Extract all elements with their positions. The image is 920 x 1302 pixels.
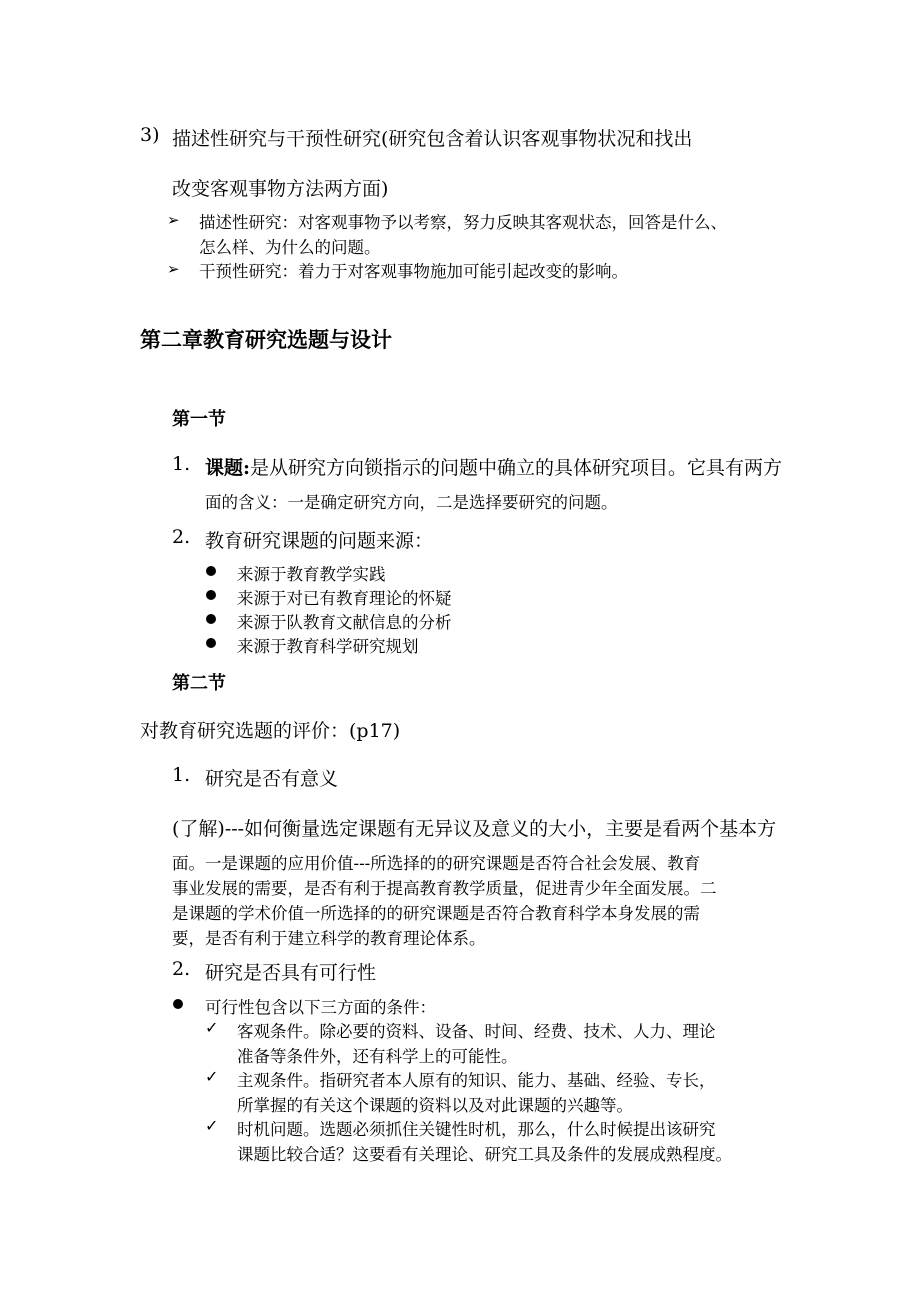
item3-line2: 改变客观事物方法两方面): [172, 178, 389, 200]
s1-item1-line1: [205, 453, 782, 480]
section2-intro: 对教育研究选题的评价：(p17): [140, 720, 401, 742]
source-item: 来源于教育教学实践: [237, 565, 386, 584]
condition-line: 课题比较合适？这要看有关理论、研究工具及条件的发展成熟程度。: [237, 1145, 732, 1164]
s1-item2-text: 教育研究课题的问题来源：: [205, 530, 434, 552]
source-item: 来源于对已有教育理论的怀疑: [237, 589, 452, 608]
s1-item1-number: 1.: [172, 453, 191, 475]
bullet-dot-icon: [206, 638, 216, 648]
significance-para-line: 面。一是课题的应用价值---所选择的的研究课题是否符合社会发展、教育: [172, 854, 701, 873]
chapter-title: 第二章教育研究选题与设计: [140, 327, 392, 352]
bullet-dot-icon: [173, 999, 183, 1009]
section1-title: 第一节: [172, 409, 226, 430]
check-icon: ✓: [205, 1067, 219, 1086]
s2-item2-text: 研究是否具有可行性: [205, 962, 377, 984]
term-definition: 是从研究方向锁指示的问题中确立的具体研究项目。它具有两方: [250, 457, 783, 479]
check-icon: ✓: [205, 1018, 219, 1037]
bullet-descriptive-line2: 怎么样、为什么的问题。: [199, 238, 381, 257]
significance-para-line: 要，是否有利于建立科学的教育理论体系。: [172, 929, 486, 948]
condition-line: 时机问题。选题必须抓住关键性时机，那么，什么时候提出该研究: [237, 1120, 716, 1139]
source-item: 来源于教育科学研究规划: [237, 637, 419, 656]
condition-line: 主观条件。指研究者本人原有的知识、能力、基础、经验、专长，: [237, 1071, 716, 1090]
feasibility-intro: 可行性包含以下三方面的条件：: [205, 998, 436, 1017]
s2-item1-number: 1.: [172, 764, 191, 786]
s2-item1-text: 研究是否有意义: [205, 768, 339, 790]
item3-line1: 描述性研究与干预性研究(研究包含着认识客观事物状况和找出: [172, 128, 693, 150]
condition-line: 准备等条件外，还有科学上的可能性。: [237, 1047, 518, 1066]
check-icon: ✓: [205, 1116, 219, 1135]
s1-item1-line2: 面的含义：一是确定研究方向，二是选择要研究的问题。: [205, 493, 618, 512]
bullet-dot-icon: [206, 566, 216, 576]
bullet-dot-icon: [206, 590, 216, 600]
bullet-descriptive-line1: 描述性研究：对客观事物予以考察，努力反映其客观状态，回答是什么、: [199, 213, 727, 232]
arrow-bullet-icon: ➢: [167, 211, 180, 229]
s1-item2-number: 2.: [172, 526, 191, 548]
condition-line: 所掌握的有关这个课题的资料以及对此课题的兴趣等。: [237, 1096, 633, 1115]
source-item: 来源于队教育文献信息的分析: [237, 613, 452, 632]
bullet-dot-icon: [206, 614, 216, 624]
significance-para-line: 事业发展的需要，是否有利于提高教育教学质量，促进青少年全面发展。二: [172, 879, 717, 898]
condition-line: 客观条件。除必要的资料、设备、时间、经费、技术、人力、理论: [237, 1022, 716, 1041]
s2-item2-number: 2.: [172, 958, 191, 980]
section2-title: 第二节: [172, 673, 226, 694]
arrow-bullet-icon: ➢: [167, 260, 180, 278]
term-label: 课题:: [205, 457, 251, 479]
bullet-intervention-line1: 干预性研究：着力于对客观事物施加可能引起改变的影响。: [199, 262, 628, 281]
significance-para-line1: (了解)---如何衡量选定课题有无异议及意义的大小，主要是看两个基本方: [172, 818, 777, 840]
significance-para-line: 是课题的学术价值一所选择的的研究课题是否符合教育科学本身发展的需: [172, 904, 700, 923]
item3-number: 3): [140, 124, 160, 146]
